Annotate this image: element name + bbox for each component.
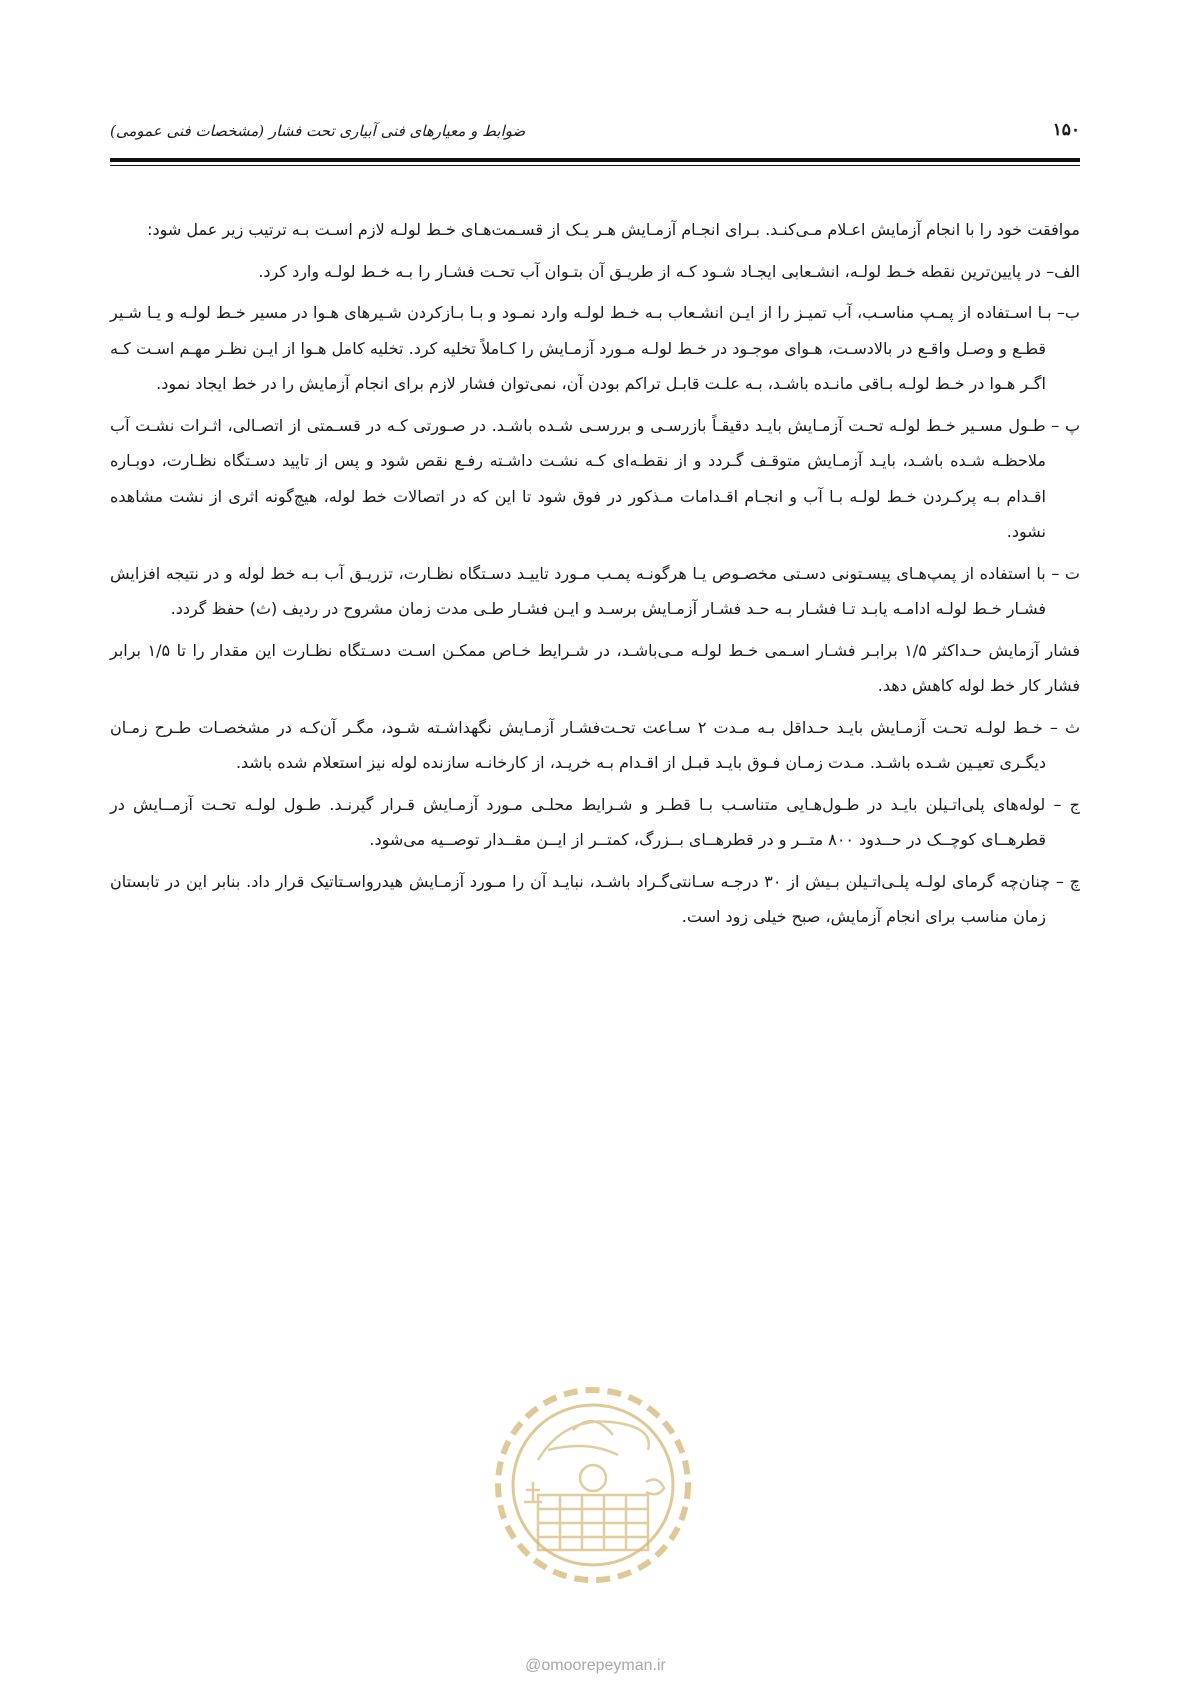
list-item-pe: پ – طـول مسـیر خـط لولـه تحـت آزمـایش بایـد دقیقـاً بازرسـی و بررسـی شـده باشـد. در صـورتی کـه در قسـمتی از اتصـالی، اثـرات نشـت آب ملاحظـه شـده باشـد، بایـد آزمـایش متوقـف گـردد و از نقطـه‌ای کـه نشـت داشـته رفـع نقص شود و پس از تایید دسـتگاه نظـارت، دوبـاره اقـدام بـه پرکـردن خـط لولـه بـا آب و انجـام اقـدامات مـذکور در فوق شود تا این که در اتصالات خط لوله، هیچ‌گونه اثری از نشت مشاهده نشود. — [110, 415, 1080, 541]
page-body — [110, 212, 1080, 941]
pressure-note-paragraph: فشار آزمایش حـداکثر ۱/۵ برابـر فشـار اسـمی خـط لولـه مـی‌باشـد، در شـرایط خـاص ممکـن اسـت دسـتگاه نظـارت این مقدار را تا ۱/۵ برابر فشار کار خط لوله کاهش دهد. — [110, 640, 1080, 695]
list-item-jim: ج – لوله‌های پلی‌اتـیلن بایـد در طـول‌هـایی متناسـب بـا قطـر و شـرایط محلـی مـورد آزمـایش قـرار گیرنـد. طـول لولـه تحـت آزمــایش در قطرهــای کوچــک در حــدود ۸۰۰ متــر و در قطرهــای بــزرگ، کمتــر از ایــن مقــدار توصــیه می‌شود. — [110, 794, 1080, 849]
list-item-be: ب– بـا اسـتفاده از پمـپ مناسـب، آب تمیـز را از ایـن انشـعاب بـه خـط لولـه وارد نمـود و بـا بـازکردن شـیرهای هـوا در مسیر خـط لولـه و یـا شـیر قطـع و وصـل واقـع در بالادسـت، هـوای موجـود در خـط لولـه مـورد آزمـایش را کـاملاً تخلیه کرد. تخلیه کامل هـوا از ایـن نظـر مهـم اسـت کـه اگـر هـوا در خـط لولـه بـاقی مانـده باشـد، بـه علـت قابـل تراکم بودن آن، نمی‌توان فشار لازم برای انجام آزمایش را در خط ایجاد نمود. — [110, 303, 1080, 393]
intro-paragraph: موافقت خود را با انجام آزمایش اعـلام مـی‌کنـد. بـرای انجـام آزمـایش هـر یـک از قسـمت‌هـای خـط لولـه لازم اسـت بـه ترتیب زیر عمل شود: — [147, 220, 1080, 239]
list-item-alef: الف– در پایین‌ترین نقطه خـط لولـه، انشـعابی ایجـاد شـود کـه از طریـق آن بتـوان آب تحـت فشـار را بـه خـط لولـه وارد کرد. — [258, 261, 1080, 281]
running-title: ضوابط و معیارهای فنی آبیاری تحت فشار (مشخصات فنی عمومی) — [110, 122, 526, 140]
watermark-site-url: @omoorepeyman.ir — [525, 1657, 666, 1674]
page-header — [110, 118, 1080, 150]
watermark-seal-icon — [478, 1370, 708, 1600]
list-item-che: چ – چنان‌چه گرمای لولـه پلـی‌اتـیلن بـیش از ۳۰ درجـه سـانتی‌گـراد باشـد، نبایـد آن را مـورد آزمـایش هیدرواسـتاتیک قرار داد. بنابر این در تابستان زمان مناسب برای انجام آزمایش، صبح خیلی زود است. — [110, 871, 1080, 926]
list-item-te: ت – با استفاده از پمپ‌هـای پیسـتونی دسـتی مخصـوص یـا هرگونـه پمـب مـورد تاییـد دسـتگاه نظـارت، تزریـق آب بـه خط لوله و در نتیجه افزایش فشـار خـط لولـه ادامـه یابـد تـا فشـار بـه حـد فشـار آزمـایش برسـد و ایـن فشـار طـی مدت زمان مشروح در ردیف (ث) حفظ گردد. — [110, 563, 1080, 618]
page-number: ۱۵۰ — [1052, 120, 1080, 140]
list-item-se: ث – خـط لولـه تحـت آزمـایش بایـد حـداقل بـه مـدت ۲ سـاعت تحـت‌فشـار آزمـایش نگهداشـته شـود، مگـر آن‌کـه در مشخصـات طـرح زمـان دیگـری تعیـین شـده باشـد. مـدت زمـان فـوق بایـد قبـل از اقـدام بـه خریـد، از کارخانـه سازنده لوله نیز استعلام شده باشد. — [110, 717, 1081, 772]
header-rule-thin — [110, 165, 1080, 166]
header-rule-thick — [110, 158, 1080, 162]
